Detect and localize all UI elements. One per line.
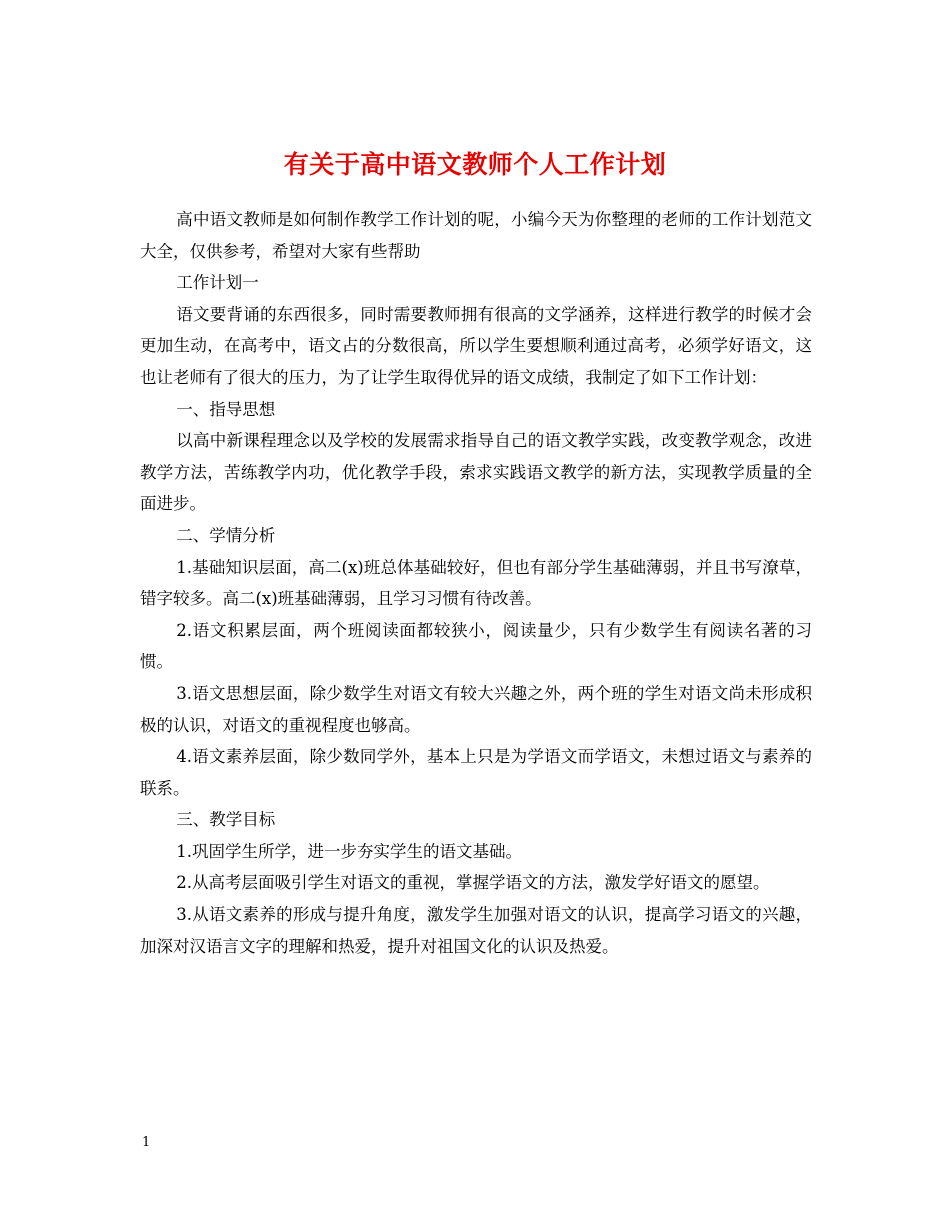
section-heading-student-analysis: 二、学情分析 xyxy=(176,525,276,545)
list-item: 4.语文素养层面，除少数同学外，基本上只是为学语文而学语文，未想过语文与素养的联系。 xyxy=(140,747,812,798)
section-heading-guiding-thought: 一、指导思想 xyxy=(176,399,276,419)
list-item: 1.基础知识层面，高二(x)班总体基础较好，但也有部分学生基础薄弱，并且书写潦草，错字较多。高二(x)班基础薄弱，且学习习惯有待改善。 xyxy=(140,557,812,609)
list-item: 2.从高考层面吸引学生对语文的重视，掌握学语文的方法，激发学好语文的愿望。 xyxy=(176,873,770,893)
section-heading-plan-one: 工作计划一 xyxy=(176,273,259,293)
body-paragraph: 以高中新课程理念以及学校的发展需求指导自己的语文教学实践，改变教学观念，改进教学方法，苦练教学内功，优化教学手段，索求实践语文教学的新方法，实现教学质量的全面进步。 xyxy=(140,431,812,514)
page-number: 1 xyxy=(142,1135,151,1150)
list-item: 3.语文思想层面，除少数学生对语文有较大兴趣之外，两个班的学生对语文尚未形成积极的认识，对语文的重视程度也够高。 xyxy=(140,683,812,735)
list-item: 1.巩固学生所学，进一步夯实学生的语文基础。 xyxy=(176,841,523,861)
document-body xyxy=(140,204,812,962)
section-heading-teaching-goals: 三、教学目标 xyxy=(176,810,276,830)
intro-paragraph: 高中语文教师是如何制作教学工作计划的呢，小编今天为你整理的老师的工作计划范文大全，仅供参考，希望对大家有些帮助 xyxy=(140,210,812,261)
document-title: 有关于高中语文教师个人工作计划 xyxy=(283,149,667,179)
list-item: 3.从语文素养的形成与提升角度，激发学生加强对语文的认识，提高学习语文的兴趣，加深对汉语言文字的理解和热爱，提升对祖国文化的认识及热爱。 xyxy=(140,905,812,956)
list-item: 2.语文积累层面，两个班阅读面都较狭小，阅读量少，只有少数学生有阅读名著的习惯。 xyxy=(140,620,812,672)
body-paragraph: 语文要背诵的东西很多，同时需要教师拥有很高的文学涵养，这样进行教学的时候才会更加生动，在高考中，语文占的分数很高，所以学生要想顺利通过高考，必须学好语文，这也让老师有了很大的压力，为了让学生取得优异的语文成绩，我制定了如下工作计划： xyxy=(140,304,812,387)
